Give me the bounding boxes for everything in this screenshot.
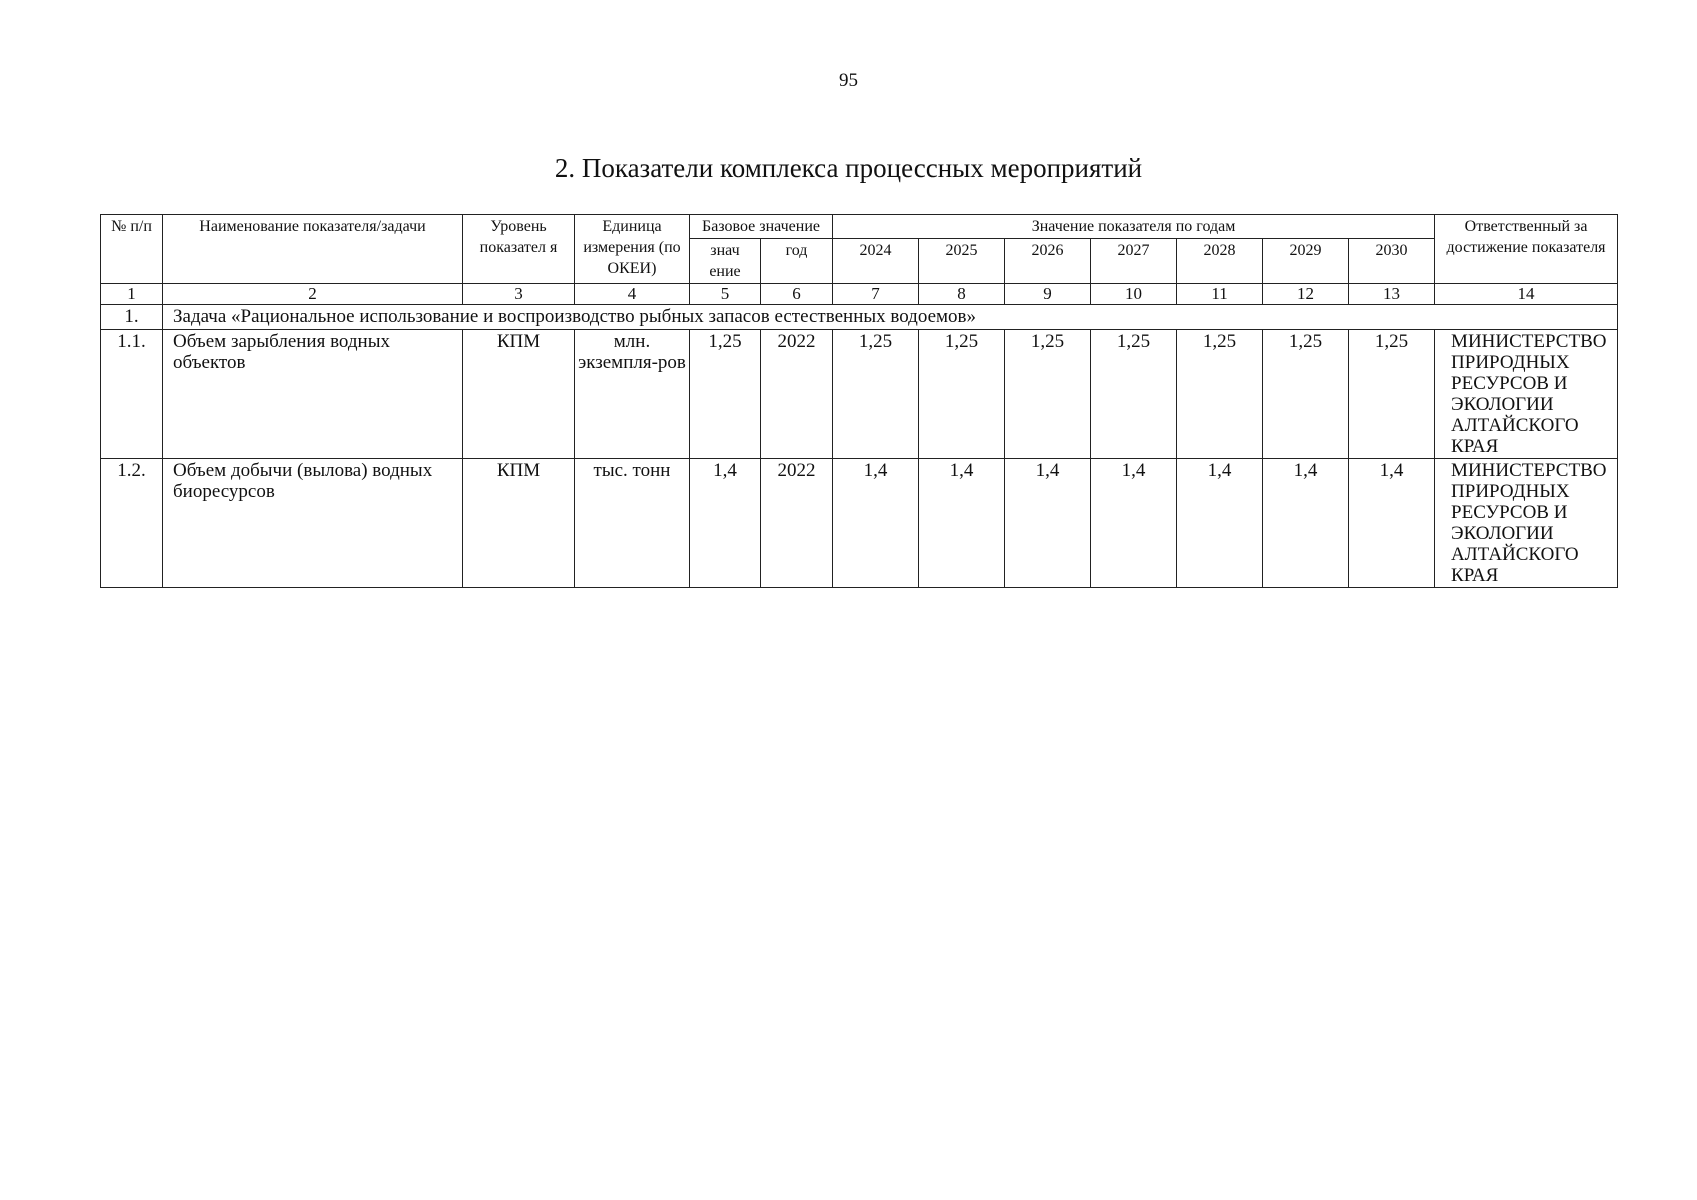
row-value: 1,25 xyxy=(1091,330,1177,459)
column-number: 5 xyxy=(690,284,761,305)
header-year: 2024 xyxy=(833,239,919,284)
column-number: 8 xyxy=(919,284,1005,305)
header-year: 2027 xyxy=(1091,239,1177,284)
column-number: 9 xyxy=(1005,284,1091,305)
header-num: № п/п xyxy=(101,215,163,284)
row-value: 1,4 xyxy=(1263,459,1349,588)
header-by-years: Значение показателя по годам xyxy=(833,215,1435,239)
row-value: 1,25 xyxy=(1005,330,1091,459)
row-base-value: 1,25 xyxy=(690,330,761,459)
column-number: 13 xyxy=(1349,284,1435,305)
row-value: 1,4 xyxy=(1005,459,1091,588)
row-responsible: МИНИСТЕРСТВО ПРИРОДНЫХ РЕСУРСОВ И ЭКОЛОГИИ АЛТАЙСКОГО КРАЯ xyxy=(1435,459,1618,588)
column-number: 4 xyxy=(575,284,690,305)
page-number: 95 xyxy=(839,70,858,91)
header-year: 2026 xyxy=(1005,239,1091,284)
row-num: 1.2. xyxy=(101,459,163,588)
table-row xyxy=(101,459,1618,588)
header-unit: Единица измерения (по ОКЕИ) xyxy=(575,215,690,284)
row-level: КПМ xyxy=(463,459,575,588)
document-title: 2. Показатели комплекса процессных мероприятий xyxy=(554,153,1143,183)
row-value: 1,25 xyxy=(1263,330,1349,459)
row-num: 1.1. xyxy=(101,330,163,459)
row-responsible: МИНИСТЕРСТВО ПРИРОДНЫХ РЕСУРСОВ И ЭКОЛОГИИ АЛТАЙСКОГО КРАЯ xyxy=(1435,330,1618,459)
column-number: 2 xyxy=(163,284,463,305)
task-text: Задача «Рациональное использование и воспроизводство рыбных запасов естественных водоемов» xyxy=(163,305,1618,330)
header-base-year: год xyxy=(761,239,833,284)
column-number: 12 xyxy=(1263,284,1349,305)
header-year: 2029 xyxy=(1263,239,1349,284)
column-number-row xyxy=(101,284,1618,305)
row-base-year: 2022 xyxy=(761,330,833,459)
row-level: КПМ xyxy=(463,330,575,459)
header-row-1 xyxy=(101,215,1618,239)
column-number: 14 xyxy=(1435,284,1618,305)
task-num: 1. xyxy=(101,305,163,330)
row-value: 1,25 xyxy=(1177,330,1263,459)
row-base-value: 1,4 xyxy=(690,459,761,588)
column-number: 6 xyxy=(761,284,833,305)
column-number: 11 xyxy=(1177,284,1263,305)
row-value: 1,25 xyxy=(1349,330,1435,459)
row-value: 1,4 xyxy=(1349,459,1435,588)
row-unit: тыс. тонн xyxy=(575,459,690,588)
indicators-table xyxy=(100,214,1618,588)
column-number: 3 xyxy=(463,284,575,305)
column-number: 7 xyxy=(833,284,919,305)
row-value: 1,25 xyxy=(919,330,1005,459)
row-value: 1,25 xyxy=(833,330,919,459)
header-name: Наименование показателя/задачи xyxy=(163,215,463,284)
header-year: 2030 xyxy=(1349,239,1435,284)
row-value: 1,4 xyxy=(833,459,919,588)
header-responsible: Ответственный за достижение показателя xyxy=(1435,215,1618,284)
row-value: 1,4 xyxy=(1091,459,1177,588)
header-year: 2028 xyxy=(1177,239,1263,284)
header-level: Уровень показател я xyxy=(463,215,575,284)
header-base-value: знач ение xyxy=(690,239,761,284)
row-unit: млн. экземпля-ров xyxy=(575,330,690,459)
row-name: Объем добычи (вылова) водных биоресурсов xyxy=(163,459,463,588)
row-name: Объем зарыбления водных объектов xyxy=(163,330,463,459)
task-row xyxy=(101,305,1618,330)
row-base-year: 2022 xyxy=(761,459,833,588)
column-number: 1 xyxy=(101,284,163,305)
row-value: 1,4 xyxy=(919,459,1005,588)
row-value: 1,4 xyxy=(1177,459,1263,588)
header-base: Базовое значение xyxy=(690,215,833,239)
column-number: 10 xyxy=(1091,284,1177,305)
header-year: 2025 xyxy=(919,239,1005,284)
table-row xyxy=(101,330,1618,459)
